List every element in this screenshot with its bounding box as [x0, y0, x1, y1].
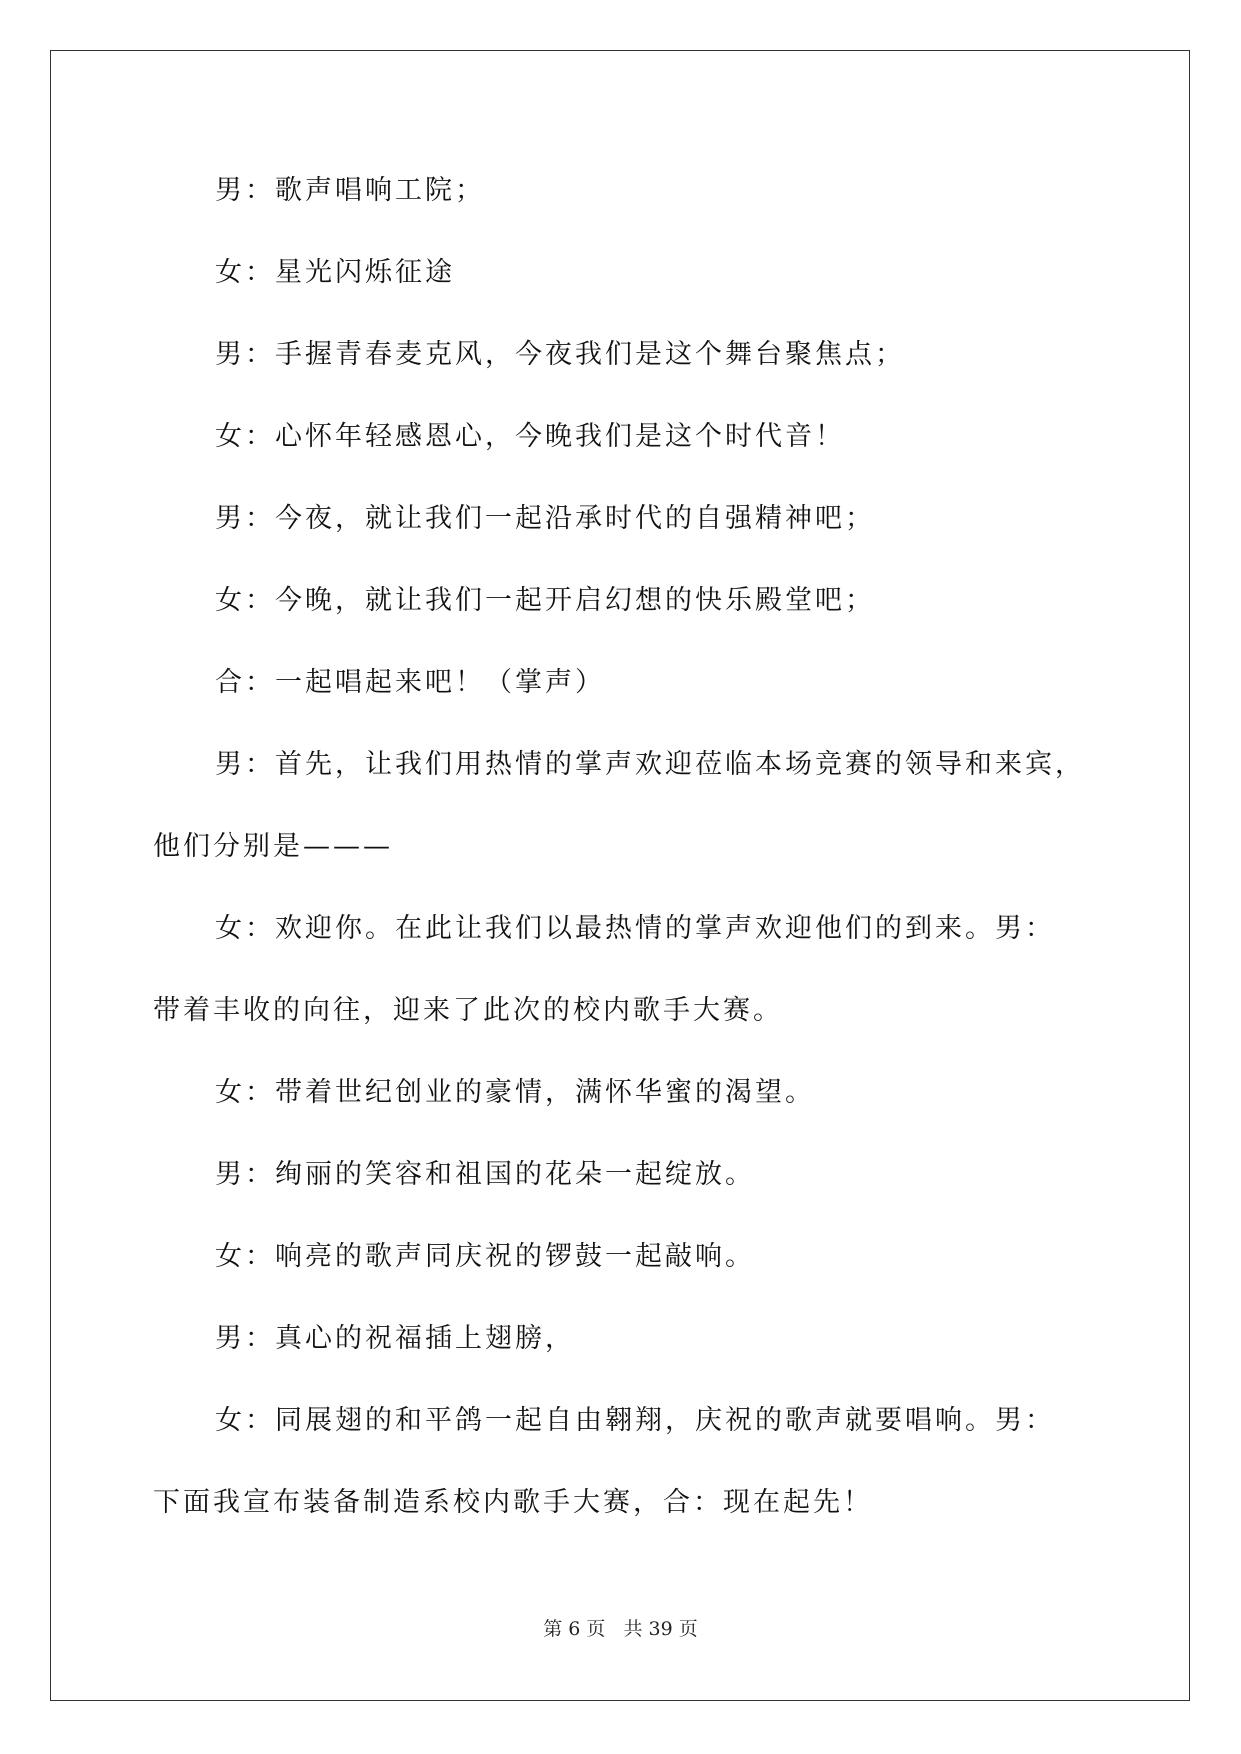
paragraph-continuation: 下面我宣布装备制造系校内歌手大赛，合：现在起先！ — [153, 1487, 873, 1518]
page-footer — [0, 1614, 1241, 1641]
paragraph: 男：真心的祝福插上翅膀， — [215, 1323, 575, 1354]
paragraph: 女：心怀年轻感恩心，今晚我们是这个时代音！ — [215, 421, 845, 452]
paragraph-continuation: 带着丰收的向往，迎来了此次的校内歌手大赛。 — [153, 995, 783, 1026]
paragraph: 男：今夜，就让我们一起沿承时代的自强精神吧； — [215, 503, 875, 534]
paragraph: 女：今晚，就让我们一起开启幻想的快乐殿堂吧； — [215, 585, 875, 616]
paragraph: 男：手握青春麦克风，今夜我们是这个舞台聚焦点； — [215, 339, 905, 370]
paragraph: 男：首先，让我们用热情的掌声欢迎莅临本场竞赛的领导和来宾， — [215, 749, 1085, 780]
page-number: 第 6 页 — [543, 1618, 606, 1640]
page-total: 共 39 页 — [623, 1618, 698, 1640]
paragraph: 男：绚丽的笑容和祖国的花朵一起绽放。 — [215, 1159, 755, 1190]
paragraph: 女：同展翅的和平鸽一起自由翱翔，庆祝的歌声就要唱响。男： — [215, 1405, 1055, 1436]
paragraph: 合：一起唱起来吧！（掌声） — [215, 667, 605, 698]
paragraph-continuation: 他们分别是——— — [153, 831, 393, 862]
paragraph: 女：响亮的歌声同庆祝的锣鼓一起敲响。 — [215, 1241, 755, 1272]
document-body — [153, 150, 1113, 1544]
paragraph: 女：带着世纪创业的豪情，满怀华蜜的渴望。 — [215, 1077, 815, 1108]
paragraph: 女：星光闪烁征途 — [215, 257, 455, 288]
paragraph: 女：欢迎你。在此让我们以最热情的掌声欢迎他们的到来。男： — [215, 913, 1055, 944]
paragraph: 男：歌声唱响工院； — [215, 175, 485, 206]
